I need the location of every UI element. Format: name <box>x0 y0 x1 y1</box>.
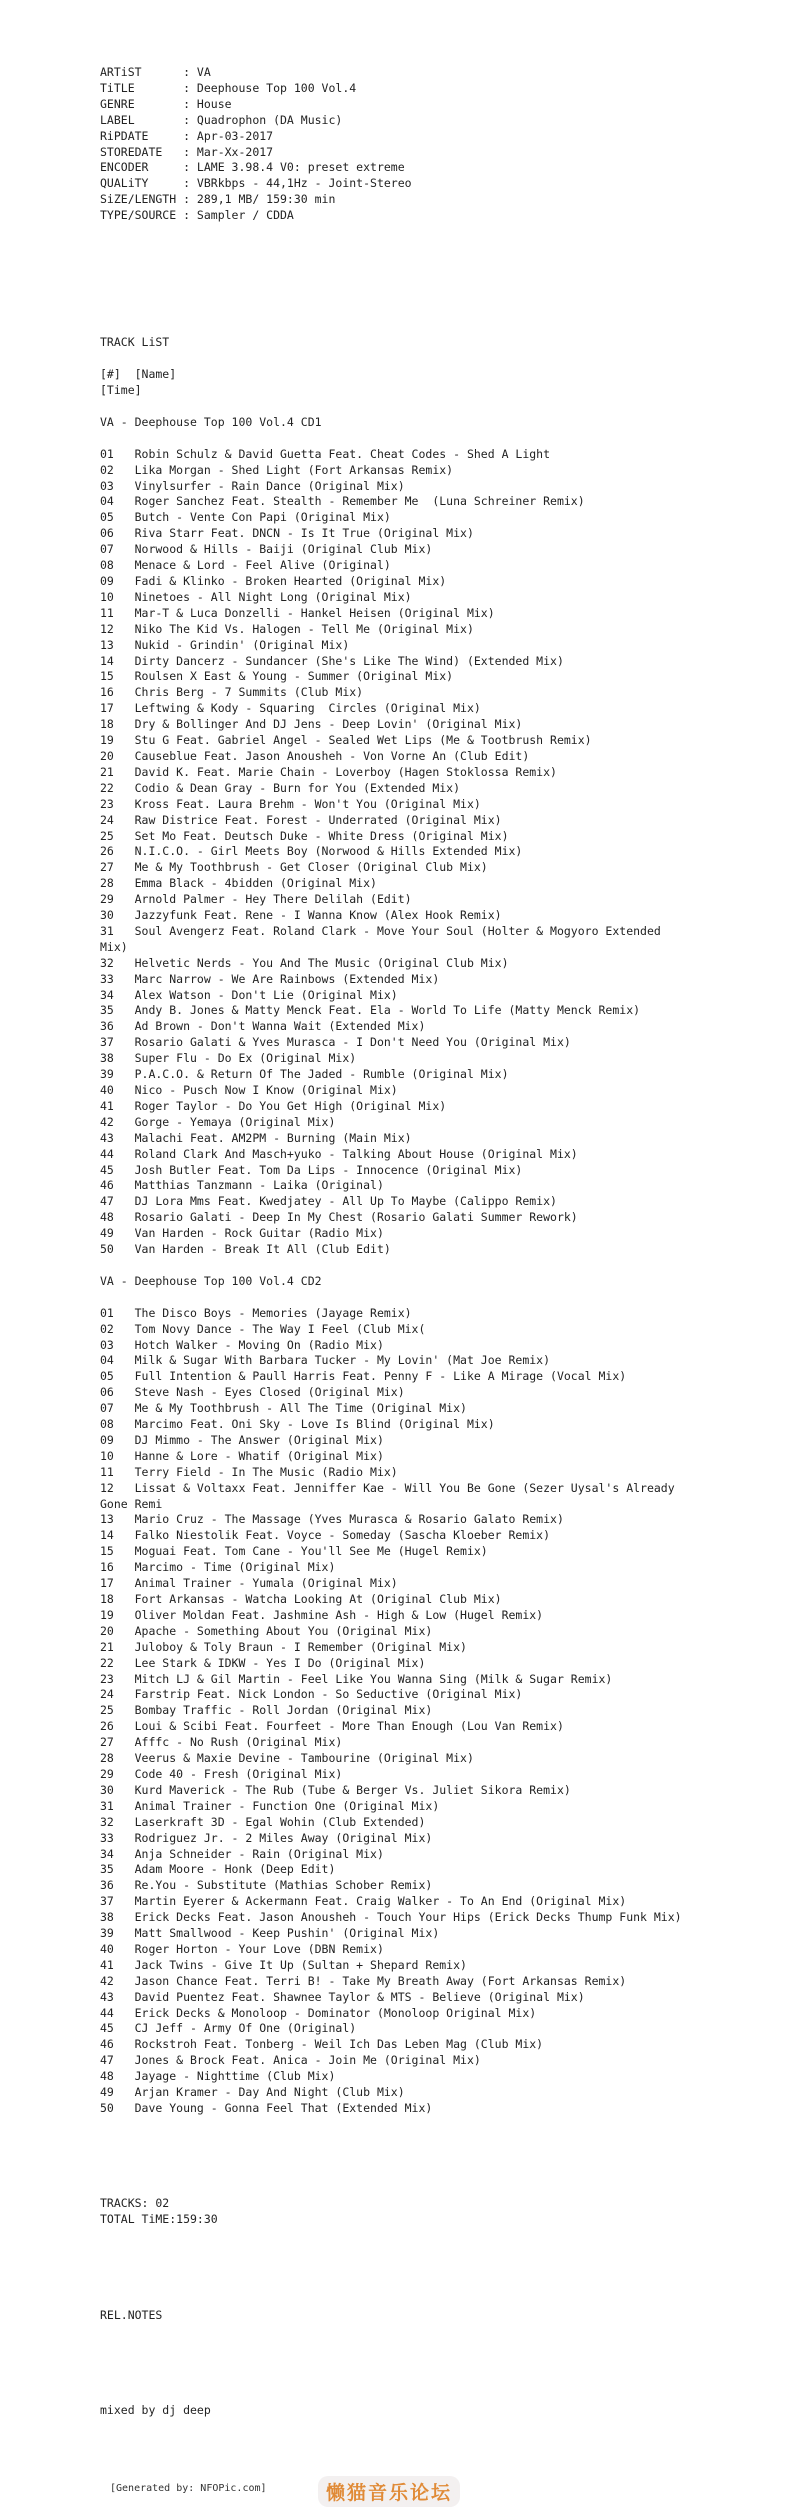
text-line: 49 Van Harden - Rock Guitar (Radio Mix) <box>100 1226 384 1241</box>
text-line: 47 DJ Lora Mms Feat. Kwedjatey - All Up To Maybe (Calippo Remix) <box>100 1194 557 1209</box>
text-line: ENCODER : LAME 3.98.4 V0: preset extreme <box>100 160 405 175</box>
release-info <box>100 65 412 222</box>
text-line: Mix) <box>100 939 128 954</box>
text-line: 43 Malachi Feat. AM2PM - Burning (Main Mix) <box>100 1130 412 1145</box>
text-line: 27 Afffc - No Rush (Original Mix) <box>100 1735 343 1750</box>
text-line: 35 Adam Moore - Honk (Deep Edit) <box>100 1862 336 1877</box>
text-line: QUALiTY : VBRkbps - 44,1Hz - Joint-Stereo <box>100 176 412 191</box>
text-line: 36 Ad Brown - Don't Wanna Wait (Extended Mix) <box>100 1019 426 1034</box>
text-line: 22 Lee Stark & IDKW - Yes I Do (Original Mix) <box>100 1655 426 1670</box>
text-line: 44 Erick Decks & Monoloop - Dominator (Monoloop Original Mix) <box>100 2005 537 2020</box>
text-line: 42 Gorge - Yemaya (Original Mix) <box>100 1114 336 1129</box>
text-line: 11 Mar-T & Luca Donzelli - Hankel Heisen (Original Mix) <box>100 605 495 620</box>
text-line: 01 Robin Schulz & David Guetta Feat. Cheat Codes - Shed A Light <box>100 446 551 461</box>
text-line: GENRE : House <box>100 96 232 111</box>
text-line: 06 Steve Nash - Eyes Closed (Original Mix) <box>100 1385 405 1400</box>
cd2-title: VA - Deephouse Top 100 Vol.4 CD2 <box>100 1273 322 1288</box>
text-line: 18 Fort Arkansas - Watcha Looking At (Original Club Mix) <box>100 1592 502 1606</box>
text-line: LABEL : Quadrophon (DA Music) <box>100 112 343 127</box>
text-line: 38 Super Flu - Do Ex (Original Mix) <box>100 1051 357 1066</box>
text-line: 19 Stu G Feat. Gabriel Angel - Sealed Wet Lips (Me & Tootbrush Remix) <box>100 733 592 748</box>
text-line: 15 Moguai Feat. Tom Cane - You'll See Me (Hugel Remix) <box>100 1544 488 1559</box>
text-line: 26 N.I.C.O. - Girl Meets Boy (Norwood & Hills Extended Mix) <box>100 844 523 859</box>
text-line: 46 Matthias Tanzmann - Laika (Original) <box>100 1178 384 1193</box>
text-line: 40 Nico - Pusch Now I Know (Original Mix) <box>100 1083 398 1097</box>
text-line: 02 Tom Novy Dance - The Way I Feel (Club Mix( <box>100 1321 426 1336</box>
text-line: TYPE/SOURCE : Sampler / CDDA <box>100 208 294 223</box>
text-line: 05 Full Intention & Paull Harris Feat. Penny F - Like A Mirage (Vocal Mix) <box>100 1369 627 1384</box>
text-line: 39 P.A.C.O. & Return Of The Jaded - Rumble (Original Mix) <box>100 1067 509 1082</box>
text-line: 25 Set Mo Feat. Deutsch Duke - White Dress (Original Mix) <box>100 828 509 843</box>
text-line: 29 Code 40 - Fresh (Original Mix) <box>100 1766 343 1781</box>
text-line: 37 Rosario Galati & Yves Murasca - I Don't Need You (Original Mix) <box>100 1035 571 1050</box>
text-line: 14 Falko Niestolik Feat. Voyce - Someday (Sascha Kloeber Remix) <box>100 1528 551 1543</box>
generated-by-footer: [Generated by: NFOPic.com] <box>110 2483 267 2494</box>
text-line: 36 Re.You - Substitute (Mathias Schober Remix) <box>100 1878 433 1893</box>
text-line: 28 Emma Black - 4bidden (Original Mix) <box>100 876 377 891</box>
text-line: 03 Vinylsurfer - Rain Dance (Original Mix) <box>100 478 405 493</box>
text-line: 23 Kross Feat. Laura Brehm - Won't You (Original Mix) <box>100 796 481 811</box>
text-line: 34 Alex Watson - Don't Lie (Original Mix) <box>100 987 398 1002</box>
text-line: 24 Farstrip Feat. Nick London - So Seductive (Original Mix) <box>100 1687 523 1702</box>
columns-header: [#] [Name] <box>100 367 177 382</box>
text-line: 30 Jazzyfunk Feat. Rene - I Wanna Know (Alex Hook Remix) <box>100 908 502 923</box>
text-line: 44 Roland Clark And Masch+yuko - Talking About House (Original Mix) <box>100 1146 578 1161</box>
text-line: 17 Leftwing & Kody - Squaring Circles (Original Mix) <box>100 701 481 716</box>
text-line: 32 Laserkraft 3D - Egal Wohin (Club Extended) <box>100 1814 426 1829</box>
cd2-tracklist <box>100 1306 682 2115</box>
release-notes-heading: REL.NOTES <box>100 2307 163 2322</box>
text-line: 08 Marcimo Feat. Oni Sky - Love Is Blind (Original Mix) <box>100 1417 495 1432</box>
text-line: 41 Roger Taylor - Do You Get High (Original Mix) <box>100 1098 447 1113</box>
text-line: RiPDATE : Apr-03-2017 <box>100 128 274 143</box>
text-line: 21 David K. Feat. Marie Chain - Loverboy (Hagen Stoklossa Remix) <box>100 764 557 779</box>
text-line: 24 Raw Districe Feat. Forest - Underrated (Original Mix) <box>100 812 502 827</box>
text-line: 27 Me & My Toothbrush - Get Closer (Original Club Mix) <box>100 860 488 875</box>
text-line: 15 Roulsen X East & Young - Summer (Original Mix) <box>100 669 454 684</box>
text-line: 32 Helvetic Nerds - You And The Music (Original Club Mix) <box>100 955 509 970</box>
text-line: 26 Loui & Scibi Feat. Fourfeet - More Than Enough (Lou Van Remix) <box>100 1719 564 1734</box>
text-line: 12 Niko The Kid Vs. Halogen - Tell Me (Original Mix) <box>100 621 474 636</box>
text-line: 01 The Disco Boys - Memories (Jayage Remix) <box>100 1305 412 1320</box>
cd1-title: VA - Deephouse Top 100 Vol.4 CD1 <box>100 414 322 429</box>
text-line: 09 DJ Mimmo - The Answer (Original Mix) <box>100 1432 384 1447</box>
text-line: 23 Mitch LJ & Gil Martin - Feel Like You Wanna Sing (Milk & Sugar Remix) <box>100 1671 613 1686</box>
text-line: 42 Jason Chance Feat. Terri B! - Take My Breath Away (Fort Arkansas Remix) <box>100 1973 627 1988</box>
text-line: 04 Milk & Sugar With Barbara Tucker - My Lovin' (Mat Joe Remix) <box>100 1353 551 1368</box>
columns-header-time: [Time] <box>100 383 142 398</box>
cd1-tracklist <box>100 447 661 1256</box>
text-line: 20 Causeblue Feat. Jason Anousheh - Von Vorne An (Club Edit) <box>100 748 530 763</box>
nfo-text-block <box>100 65 790 2419</box>
text-line: 43 David Puentez Feat. Shawnee Taylor & MTS - Believe (Original Mix) <box>100 1989 585 2004</box>
text-line: 35 Andy B. Jones & Matty Menck Feat. Ela - World To Life (Matty Menck Remix) <box>100 1003 641 1018</box>
text-line: Gone Remi <box>100 1496 163 1511</box>
text-line: 45 CJ Jeff - Army Of One (Original) <box>100 2021 357 2036</box>
text-line: 19 Oliver Moldan Feat. Jashmine Ash - High & Low (Hugel Remix) <box>100 1607 544 1622</box>
text-line: 07 Me & My Toothbrush - All The Time (Original Mix) <box>100 1401 467 1416</box>
text-line: 21 Juloboy & Toly Braun - I Remember (Original Mix) <box>100 1639 467 1654</box>
text-line: 41 Jack Twins - Give It Up (Sultan + Shepard Remix) <box>100 1957 467 1972</box>
text-line: 04 Roger Sanchez Feat. Stealth - Remember Me (Luna Schreiner Remix) <box>100 494 585 509</box>
text-line: 34 Anja Schneider - Rain (Original Mix) <box>100 1846 384 1861</box>
text-line: 10 Ninetoes - All Night Long (Original Mix) <box>100 589 412 604</box>
text-line: 50 Dave Young - Gonna Feel That (Extended Mix) <box>100 2101 433 2115</box>
text-line: 39 Matt Smallwood - Keep Pushin' (Original Mix) <box>100 1926 440 1941</box>
text-line: 33 Marc Narrow - We Are Rainbows (Extended Mix) <box>100 971 440 986</box>
text-line: 11 Terry Field - In The Music (Radio Mix) <box>100 1464 398 1479</box>
text-line: 49 Arjan Kramer - Day And Night (Club Mix) <box>100 2085 405 2100</box>
release-notes-text: mixed by dj deep <box>100 2403 211 2418</box>
forum-logo: 懒猫音乐论坛 <box>318 2476 460 2507</box>
text-line: 29 Arnold Palmer - Hey There Delilah (Edit) <box>100 892 412 907</box>
text-line: 22 Codio & Dean Gray - Burn for You (Extended Mix) <box>100 780 461 795</box>
text-line: 10 Hanne & Lore - Whatif (Original Mix) <box>100 1448 384 1463</box>
text-line: 08 Menace & Lord - Feel Alive (Original) <box>100 558 391 573</box>
text-line: 18 Dry & Bollinger And DJ Jens - Deep Lovin' (Original Mix) <box>100 717 523 732</box>
text-line: 07 Norwood & Hills - Baiji (Original Club Mix) <box>100 542 433 557</box>
text-line: 47 Jones & Brock Feat. Anica - Join Me (Original Mix) <box>100 2053 481 2068</box>
tracks-count: TRACKS: 02 <box>100 2196 170 2211</box>
text-line: 16 Marcimo - Time (Original Mix) <box>100 1560 336 1575</box>
total-time: TOTAL TiME:159:30 <box>100 2212 218 2227</box>
text-line: 48 Rosario Galati - Deep In My Chest (Rosario Galati Summer Rework) <box>100 1210 578 1225</box>
text-line: 33 Rodriguez Jr. - 2 Miles Away (Original Mix) <box>100 1830 433 1845</box>
text-line: 50 Van Harden - Break It All (Club Edit) <box>100 1242 391 1257</box>
text-line: 03 Hotch Walker - Moving On (Radio Mix) <box>100 1337 384 1352</box>
text-line: 48 Jayage - Nighttime (Club Mix) <box>100 2069 336 2084</box>
text-line: 16 Chris Berg - 7 Summits (Club Mix) <box>100 685 364 700</box>
text-line: 38 Erick Decks Feat. Jason Anousheh - Touch Your Hips (Erick Decks Thump Funk Mix) <box>100 1910 682 1925</box>
text-line: 45 Josh Butler Feat. Tom Da Lips - Innocence (Original Mix) <box>100 1162 523 1177</box>
text-line: TiTLE : Deephouse Top 100 Vol.4 <box>100 80 357 95</box>
text-line: 20 Apache - Something About You (Original Mix) <box>100 1623 433 1638</box>
tracklist-heading: TRACK LiST <box>100 335 170 350</box>
text-line: 37 Martin Eyerer & Ackermann Feat. Craig Walker - To An End (Original Mix) <box>100 1894 627 1909</box>
text-line: 30 Kurd Maverick - The Rub (Tube & Berger Vs. Juliet Sikora Remix) <box>100 1782 571 1797</box>
text-line: 28 Veerus & Maxie Devine - Tambourine (Original Mix) <box>100 1751 474 1766</box>
text-line: 13 Nukid - Grindin' (Original Mix) <box>100 637 350 652</box>
text-line: 31 Animal Trainer - Function One (Original Mix) <box>100 1798 440 1813</box>
text-line: 40 Roger Horton - Your Love (DBN Remix) <box>100 1941 384 1956</box>
text-line: STOREDATE : Mar-Xx-2017 <box>100 144 274 159</box>
text-line: 12 Lissat & Voltaxx Feat. Jenniffer Kae - Will You Be Gone (Sezer Uysal's Already <box>100 1480 675 1495</box>
text-line: 25 Bombay Traffic - Roll Jordan (Original Mix) <box>100 1703 433 1718</box>
text-line: 31 Soul Avengerz Feat. Roland Clark - Move Your Soul (Holter & Mogyoro Extended <box>100 923 661 938</box>
text-line: 09 Fadi & Klinko - Broken Hearted (Original Mix) <box>100 574 447 588</box>
text-line: 14 Dirty Dancerz - Sundancer (She's Like The Wind) (Extended Mix) <box>100 653 564 668</box>
text-line: ARTiST : VA <box>100 65 211 79</box>
text-line: 06 Riva Starr Feat. DNCN - Is It True (Original Mix) <box>100 526 474 541</box>
text-line: 46 Rockstroh Feat. Tonberg - Weil Ich Das Leben Mag (Club Mix) <box>100 2037 544 2052</box>
text-line: 13 Mario Cruz - The Massage (Yves Murasca & Rosario Galato Remix) <box>100 1512 564 1527</box>
text-line: 05 Butch - Vente Con Papi (Original Mix) <box>100 510 391 525</box>
text-line: SiZE/LENGTH : 289,1 MB/ 159:30 min <box>100 192 336 207</box>
text-line: 02 Lika Morgan - Shed Light (Fort Arkansas Remix) <box>100 462 454 477</box>
text-line: 17 Animal Trainer - Yumala (Original Mix) <box>100 1576 398 1591</box>
